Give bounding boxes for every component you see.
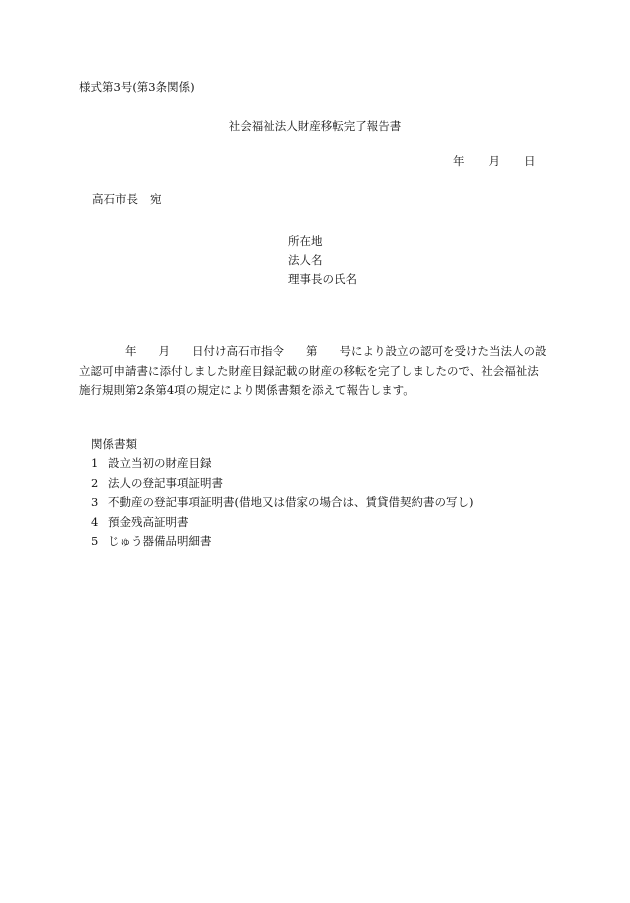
date-day: 日 bbox=[524, 154, 536, 168]
item-number: 4 bbox=[91, 514, 99, 529]
date-line bbox=[453, 156, 536, 168]
body-number-prefix: 第 bbox=[306, 344, 318, 358]
documents-heading: 関係書類 bbox=[91, 437, 137, 451]
applicant-block bbox=[288, 232, 357, 289]
item-text: じゅう器備品明細書 bbox=[108, 534, 212, 548]
location-label: 所在地 bbox=[288, 234, 323, 248]
item-text: 不動産の登記事項証明書(借地又は借家の場合は、賃貸借契約書の写し) bbox=[108, 495, 474, 509]
item-text: 法人の登記事項証明書 bbox=[108, 475, 223, 490]
date-month: 月 bbox=[488, 154, 500, 168]
addressee-name: 高石市長 bbox=[92, 192, 138, 206]
addressee bbox=[92, 194, 162, 206]
related-documents bbox=[91, 434, 473, 552]
item-number: 2 bbox=[91, 475, 99, 490]
date-year: 年 bbox=[453, 154, 465, 168]
body-month: 月 bbox=[158, 344, 170, 358]
body-year: 年 bbox=[125, 344, 137, 358]
chairman-name-label: 理事長の氏名 bbox=[288, 272, 357, 286]
item-number: 5 bbox=[91, 534, 99, 548]
list-item bbox=[91, 454, 473, 474]
document-title bbox=[0, 121, 630, 133]
form-number: 様式第3号(第3条関係) bbox=[79, 80, 195, 94]
list-item bbox=[91, 493, 473, 513]
list-item bbox=[91, 513, 473, 533]
item-text: 預金残高証明書 bbox=[108, 514, 189, 529]
report-body bbox=[79, 342, 549, 401]
document-title-text: 社会福祉法人財産移転完了報告書 bbox=[228, 119, 402, 133]
corporation-name-label: 法人名 bbox=[288, 253, 323, 267]
item-number: 3 bbox=[91, 495, 99, 509]
item-text: 設立当初の財産目録 bbox=[108, 456, 212, 470]
addressee-honorific: 宛 bbox=[150, 192, 162, 206]
body-date-part: 日付け高石市指令 bbox=[192, 344, 284, 358]
list-item bbox=[91, 474, 473, 494]
list-item bbox=[91, 532, 473, 552]
item-number: 1 bbox=[91, 456, 99, 470]
body-continuation: 号により設立の認可を受けた当法人の設立認可申請書に添付しました財産目録記載の財産の移転を完了しましたので、社会福祉法施行規則第2条第4項の規定により関係書類を添えて報告します。 bbox=[79, 344, 547, 397]
